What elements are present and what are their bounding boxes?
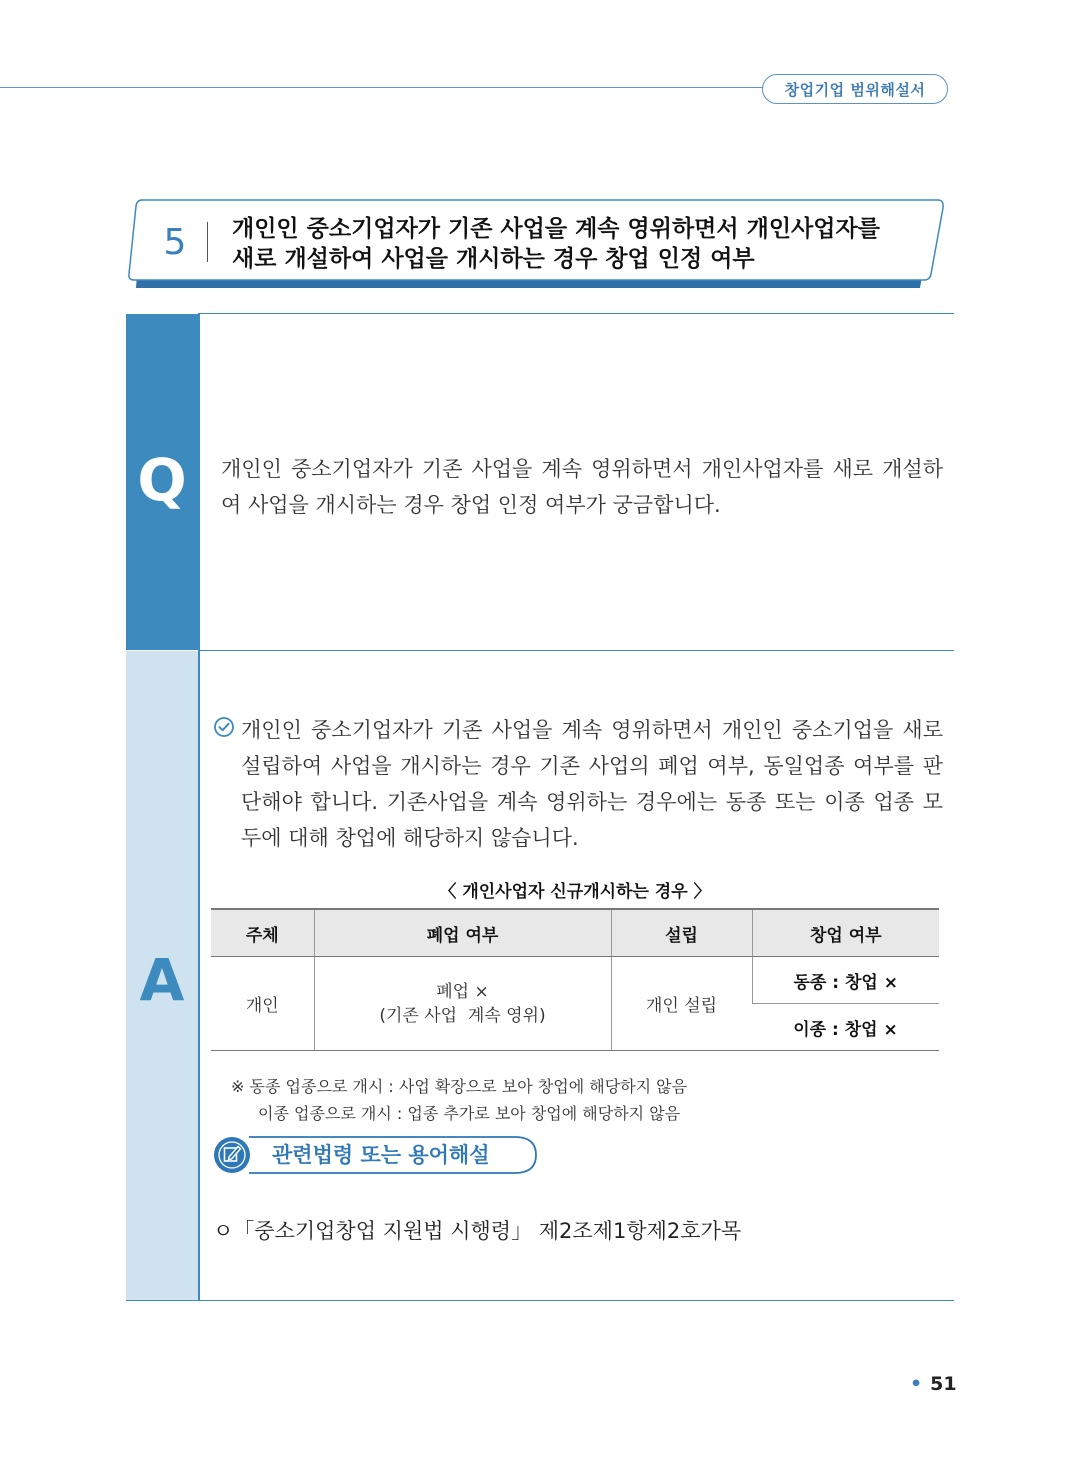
comparison-table	[211, 908, 939, 1051]
question-number: 5	[163, 222, 187, 263]
note-line-1: ※ 동종 업종으로 개시 : 사업 확장으로 보아 창업에 해당하지 않음	[231, 1077, 688, 1096]
note-line-2: 이종 업종으로 개시 : 업종 추가로 보아 창업에 해당하지 않음	[258, 1104, 681, 1123]
bullet-icon: •	[910, 1373, 923, 1395]
cell-result-diff: 이종 : 창업 ×	[752, 1004, 939, 1051]
table-caption: 〈 개인사업자 신규개시하는 경우 〉	[439, 882, 711, 902]
title-line-2: 새로 개설하여 사업을 개시하는 경우 창업 인정 여부	[232, 246, 755, 272]
cell-subject: 개인	[211, 957, 314, 1051]
cell-closure	[314, 957, 611, 1051]
header-rule	[0, 87, 770, 88]
page-number	[910, 1373, 957, 1395]
closure-line-1: 폐업 ×	[436, 981, 489, 1002]
page-number-value: 51	[930, 1373, 957, 1395]
header-label: 창업기업 범위해설서	[762, 74, 948, 104]
header-subject: 주체	[211, 909, 314, 957]
question-top-rule	[198, 313, 954, 314]
answer-text: 개인인 중소기업자가 기존 사업을 계속 영위하면서 개인인 중소기업을 새로 설립하여 사업을 개시하는 경우 기존 사업의 폐업 여부, 동일업종 여부를 판단해야 합니다. 기존사업을 계속 영위하는 경우에는 동종 또는 이종 업종 모두에 대해 창업에 해당하지 않습니다.	[241, 718, 943, 850]
column-rule	[198, 314, 200, 1301]
title-separator	[207, 222, 208, 262]
answer-bottom-rule	[126, 1300, 954, 1301]
closure-line-2: (기존 사업 계속 영위)	[379, 1005, 546, 1026]
cell-establishment: 개인 설립	[611, 957, 752, 1051]
cell-result-same: 동종 : 창업 ×	[752, 957, 939, 1004]
section-title	[232, 214, 932, 274]
question-letter: Q	[137, 446, 187, 514]
header-closure: 폐업 여부	[314, 909, 611, 957]
table-row	[211, 957, 939, 1004]
question-text: 개인인 중소기업자가 기존 사업을 계속 영위하면서 개인사업자를 새로 개설하여 사업을 개시하는 경우 창업 인정 여부가 궁금합니다.	[221, 457, 943, 517]
table-header-row	[211, 909, 939, 957]
answer-letter: A	[139, 946, 185, 1014]
law-reference: ㅇ「중소기업창업 지원법 시행령」 제2조제1항제2호가목	[213, 1219, 742, 1243]
check-circle-icon	[213, 716, 235, 738]
law-heading: 관련법령 또는 용어해설	[272, 1143, 490, 1167]
answer-top-rule	[198, 650, 954, 651]
header-establishment: 설립	[611, 909, 752, 957]
title-line-1: 개인인 중소기업자가 기존 사업을 계속 영위하면서 개인사업자를	[232, 216, 880, 242]
header-result: 창업 여부	[752, 909, 939, 957]
